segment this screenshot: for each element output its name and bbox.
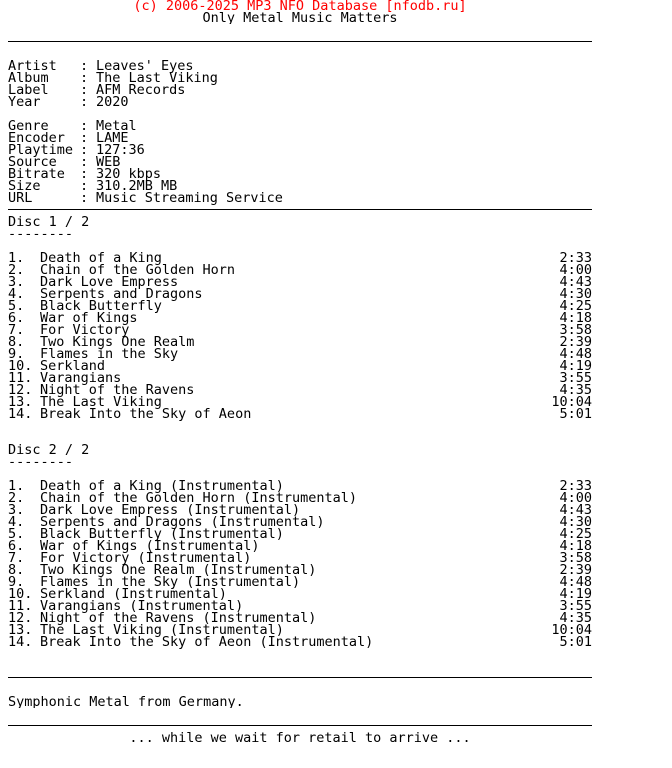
info-row xyxy=(8,192,592,204)
info-separator: : xyxy=(80,142,89,158)
track-number: 2. xyxy=(8,490,25,506)
info-key: Label xyxy=(8,82,49,98)
track-number: 4. xyxy=(8,286,25,302)
track-number: 10. xyxy=(8,586,33,602)
spacer xyxy=(8,432,592,444)
track-number: 8. xyxy=(8,334,25,350)
info-key: Bitrate xyxy=(8,166,65,182)
track-duration: 4:25 xyxy=(559,526,592,542)
track-title: Dark Love Empress xyxy=(40,274,179,290)
info-value: Music Streaming Service xyxy=(96,190,283,206)
track-title: Serpents and Dragons xyxy=(40,286,203,302)
disc-underline: -------- xyxy=(8,456,74,468)
info-value: AFM Records xyxy=(96,82,186,98)
track-duration: 5:01 xyxy=(559,406,592,422)
disc-underline: -------- xyxy=(8,228,74,240)
info-value: WEB xyxy=(96,154,121,170)
track-number: 7. xyxy=(8,550,25,566)
track-duration: 4:18 xyxy=(559,310,592,326)
track-number: 13. xyxy=(8,622,33,638)
track-duration: 3:58 xyxy=(559,550,592,566)
spacer xyxy=(8,660,592,672)
track-number: 11. xyxy=(8,598,33,614)
track-number: 12. xyxy=(8,382,33,398)
track-number: 12. xyxy=(8,610,33,626)
divider-info xyxy=(8,204,592,216)
track-duration: 2:39 xyxy=(559,334,592,350)
site-credit: (c) 2006-2025 MP3 NFO Database [nfodb.ru] xyxy=(133,0,467,12)
info-key: Source xyxy=(8,154,57,170)
track-title: Serkland xyxy=(40,358,106,374)
track-duration: 4:30 xyxy=(559,514,592,530)
track-title: Death of a King xyxy=(40,250,162,266)
track-duration: 4:48 xyxy=(559,346,592,362)
track-number: 7. xyxy=(8,322,25,338)
info-value: Leaves' Eyes xyxy=(96,58,194,74)
disc-title: Disc 2 / 2 xyxy=(8,444,90,456)
info-separator: : xyxy=(80,58,89,74)
track-title: Two Kings One Realm (Instrumental) xyxy=(40,562,317,578)
info-row xyxy=(8,96,592,108)
track-duration: 4:43 xyxy=(559,274,592,290)
info-separator: : xyxy=(80,94,89,110)
track-title: Flames in the Sky (Instrumental) xyxy=(40,574,301,590)
track-title: The Last Viking (Instrumental) xyxy=(40,622,284,638)
track-duration: 4:35 xyxy=(559,382,592,398)
track-title: Flames in the Sky xyxy=(40,346,179,362)
track-number: 1. xyxy=(8,250,25,266)
info-key: URL xyxy=(8,190,33,206)
track-number: 14. xyxy=(8,406,33,422)
nfo-document xyxy=(8,0,592,744)
spacer xyxy=(8,24,592,36)
track-duration: 2:33 xyxy=(559,250,592,266)
track-title: Black Butterfly (Instrumental) xyxy=(40,526,284,542)
info-value: 320 kbps xyxy=(96,166,162,182)
track-number: 4. xyxy=(8,514,25,530)
info-value: Metal xyxy=(96,118,137,134)
track-row xyxy=(8,408,592,420)
footer-note: ... while we wait for retail to arrive ... xyxy=(129,732,471,744)
divider-top xyxy=(8,36,592,48)
info-key: Genre xyxy=(8,118,49,134)
track-duration: 2:39 xyxy=(559,562,592,578)
disc-title: Disc 1 / 2 xyxy=(8,216,90,228)
technical-info xyxy=(8,120,592,204)
track-title: The Last Viking xyxy=(40,394,162,410)
track-title: War of Kings xyxy=(40,310,138,326)
info-separator: : xyxy=(80,130,89,146)
track-number: 1. xyxy=(8,478,25,494)
track-duration: 10:04 xyxy=(551,394,592,410)
track-number: 2. xyxy=(8,262,25,278)
track-title: Chain of the Golden Horn (Instrumental) xyxy=(40,490,357,506)
track-duration: 4:35 xyxy=(559,610,592,626)
track-number: 5. xyxy=(8,526,25,542)
track-duration: 5:01 xyxy=(559,634,592,650)
track-number: 14. xyxy=(8,634,33,650)
info-separator: : xyxy=(80,118,89,134)
info-key: Size xyxy=(8,178,41,194)
track-title: For Victory (Instrumental) xyxy=(40,550,252,566)
track-title: Night of the Ravens (Instrumental) xyxy=(40,610,317,626)
info-separator: : xyxy=(80,190,89,206)
release-description: Symphonic Metal from Germany. xyxy=(8,696,244,708)
tracklists xyxy=(8,216,592,648)
track-title: Two Kings One Realm xyxy=(40,334,195,350)
track-title: Dark Love Empress (Instrumental) xyxy=(40,502,301,518)
info-key: Year xyxy=(8,94,41,110)
track-number: 5. xyxy=(8,298,25,314)
track-number: 6. xyxy=(8,538,25,554)
track-number: 3. xyxy=(8,502,25,518)
track-duration: 4:19 xyxy=(559,586,592,602)
track-title: Death of a King (Instrumental) xyxy=(40,478,284,494)
track-duration: 4:19 xyxy=(559,358,592,374)
divider-description xyxy=(8,672,592,684)
info-separator: : xyxy=(80,82,89,98)
track-row xyxy=(8,636,592,648)
info-key: Album xyxy=(8,70,49,86)
track-title: Break Into the Sky of Aeon (Instrumental) xyxy=(40,634,374,650)
track-number: 13. xyxy=(8,394,33,410)
track-number: 11. xyxy=(8,370,33,386)
track-duration: 3:58 xyxy=(559,322,592,338)
info-value: 2020 xyxy=(96,94,129,110)
info-separator: : xyxy=(80,178,89,194)
track-title: Night of the Ravens xyxy=(40,382,195,398)
track-number: 3. xyxy=(8,274,25,290)
track-title: For Victory xyxy=(40,322,130,338)
track-title: Black Butterfly xyxy=(40,298,162,314)
track-duration: 4:30 xyxy=(559,286,592,302)
track-title: Break Into the Sky of Aeon xyxy=(40,406,252,422)
track-title: Serkland (Instrumental) xyxy=(40,586,227,602)
spacer xyxy=(8,708,592,720)
divider-footer xyxy=(8,720,592,732)
track-duration: 10:04 xyxy=(551,622,592,638)
info-value: 127:36 xyxy=(96,142,145,158)
info-value: 310.2MB MB xyxy=(96,178,178,194)
track-number: 9. xyxy=(8,346,25,362)
track-number: 8. xyxy=(8,562,25,578)
track-duration: 4:00 xyxy=(559,490,592,506)
info-separator: : xyxy=(80,154,89,170)
track-duration: 4:00 xyxy=(559,262,592,278)
info-separator: : xyxy=(80,70,89,86)
track-title: Varangians xyxy=(40,370,122,386)
track-title: Serpents and Dragons (Instrumental) xyxy=(40,514,325,530)
track-number: 9. xyxy=(8,574,25,590)
track-duration: 4:48 xyxy=(559,574,592,590)
spacer xyxy=(8,684,592,696)
track-duration: 2:33 xyxy=(559,478,592,494)
track-title: War of Kings (Instrumental) xyxy=(40,538,260,554)
info-separator: : xyxy=(80,166,89,182)
info-value: LAME xyxy=(96,130,129,146)
info-key: Artist xyxy=(8,58,57,74)
track-duration: 3:55 xyxy=(559,370,592,386)
track-duration: 4:43 xyxy=(559,502,592,518)
info-value: The Last Viking xyxy=(96,70,218,86)
release-info xyxy=(8,60,592,108)
track-duration: 4:25 xyxy=(559,298,592,314)
info-key: Encoder xyxy=(8,130,65,146)
track-title: Chain of the Golden Horn xyxy=(40,262,236,278)
track-title: Varangians (Instrumental) xyxy=(40,598,244,614)
track-number: 10. xyxy=(8,358,33,374)
info-key: Playtime xyxy=(8,142,74,158)
track-duration: 4:18 xyxy=(559,538,592,554)
track-duration: 3:55 xyxy=(559,598,592,614)
track-number: 6. xyxy=(8,310,25,326)
site-tagline: Only Metal Music Matters xyxy=(202,12,398,24)
